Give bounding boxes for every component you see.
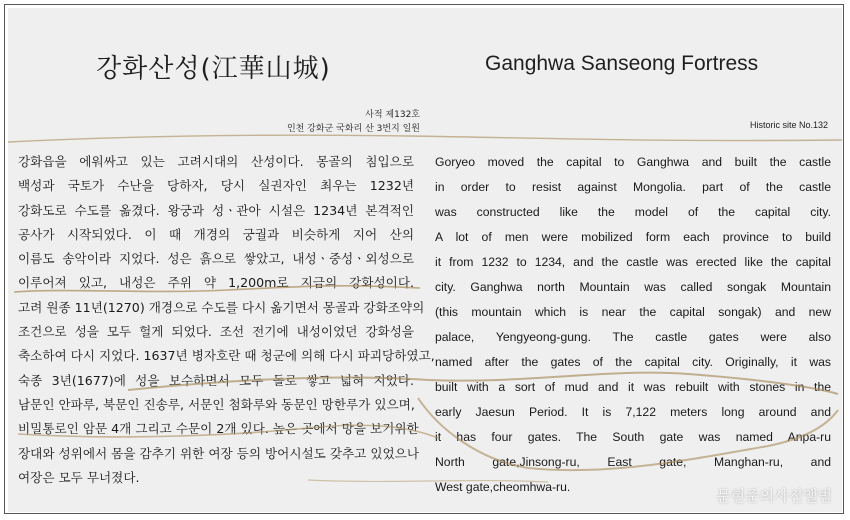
text-line: 강화도로 수도를 옮겼다. 왕궁과 성ㆍ관아 시설은 1234년 본격적인: [18, 202, 414, 218]
photo-watermark: 문현준의사진앨범: [716, 487, 832, 505]
text-line: was constructed like the model of the capital city.: [435, 205, 831, 219]
info-sign-board: [8, 8, 842, 512]
text-line: 남문인 안파루, 북문인 진송루, 서문인 첨화루와 동문인 망한루가 있으며,: [18, 396, 415, 412]
text-line: 숙종 3년(1677)에 성을 보수하면서 모두 돌로 쌓고 넓혀 지었다.: [18, 372, 414, 388]
text-line: 백성과 국토가 수난을 당하자, 당시 실권자인 최우는 1232년: [18, 178, 414, 194]
site-number-en: Historic site No.132: [749, 120, 828, 130]
text-line: palace, Yengyeong-gung. The castle gates were also: [435, 330, 831, 344]
korean-title: 강화산성(江華山城): [96, 54, 331, 84]
text-line: A lot of men were mobilized form each province to build: [435, 230, 831, 244]
text-line: 이루어져 있고, 내성은 주위 약 1,200m로 지금의 강화성이다.: [18, 275, 414, 291]
text-line: city. Ganghwa north Mountain was called songak Mountain: [435, 280, 831, 294]
text-line: early Jaesun Period. It is 7,122 meters long around and: [435, 405, 831, 419]
text-line: 여장은 모두 무너졌다.: [18, 469, 140, 485]
text-line: 장대와 성위에서 몸을 감추기 위한 여장 등의 방어시설도 갖추고 있었으나: [18, 445, 419, 461]
text-line: (this mountain which is near the capital songak) and new: [435, 305, 831, 319]
text-line: 고려 원종 11년(1270) 개경으로 수도를 다시 옮기면서 몽골과 강화조약의: [18, 299, 425, 315]
site-address-ko: 인천 강화군 국화리 산 3번지 일원: [286, 124, 420, 134]
text-line: built with a sort of mud and it was rebuilt with stones in the: [435, 380, 831, 394]
text-line: West gate,cheomhwa-ru.: [435, 480, 571, 494]
text-line: it from 1232 to 1234, and the castle was erected like the capital: [435, 255, 831, 269]
text-line: it has four gates. The South gate was named Anpa-ru: [435, 430, 831, 444]
text-line: in order to resist against Mongolia. part of the castle: [435, 180, 831, 194]
text-line: 축소하여 다시 지었다. 1637년 병자호란 때 청군에 의해 다시 파괴당하였고,: [18, 348, 435, 364]
text-line: named after the gates of the capital city. Originally, it was: [435, 355, 831, 369]
text-line: North gate,Jinsong-ru, East gate, Manghan-ru, and: [435, 455, 831, 469]
site-number-ko: 사적 제132호: [365, 110, 420, 120]
text-line: 조건으로 성을 모두 헐게 되었다. 조선 전기에 내성이었던 강화성을: [18, 324, 414, 340]
text-line: 비밀통로인 암문 4개 그리고 수문이 2개 있다. 높은 곳에서 망을 보기위한: [18, 421, 419, 437]
text-line: 강화읍을 에워싸고 있는 고려시대의 산성이다. 몽골의 침입으로: [18, 154, 414, 169]
text-line: 공사가 시작되었다. 이 때 개경의 궁궐과 비슷하게 지어 산의: [18, 226, 414, 242]
text-line: 이름도 송악이라 지었다. 성은 흙으로 쌓았고, 내성ㆍ중성ㆍ외성으로: [18, 251, 414, 267]
peeling-crack-lines: [8, 8, 842, 512]
text-line: Goryeo moved the capital to Ganghwa and built the castle: [435, 155, 831, 169]
english-title: Ganghwa Sanseong Fortress: [485, 52, 759, 75]
